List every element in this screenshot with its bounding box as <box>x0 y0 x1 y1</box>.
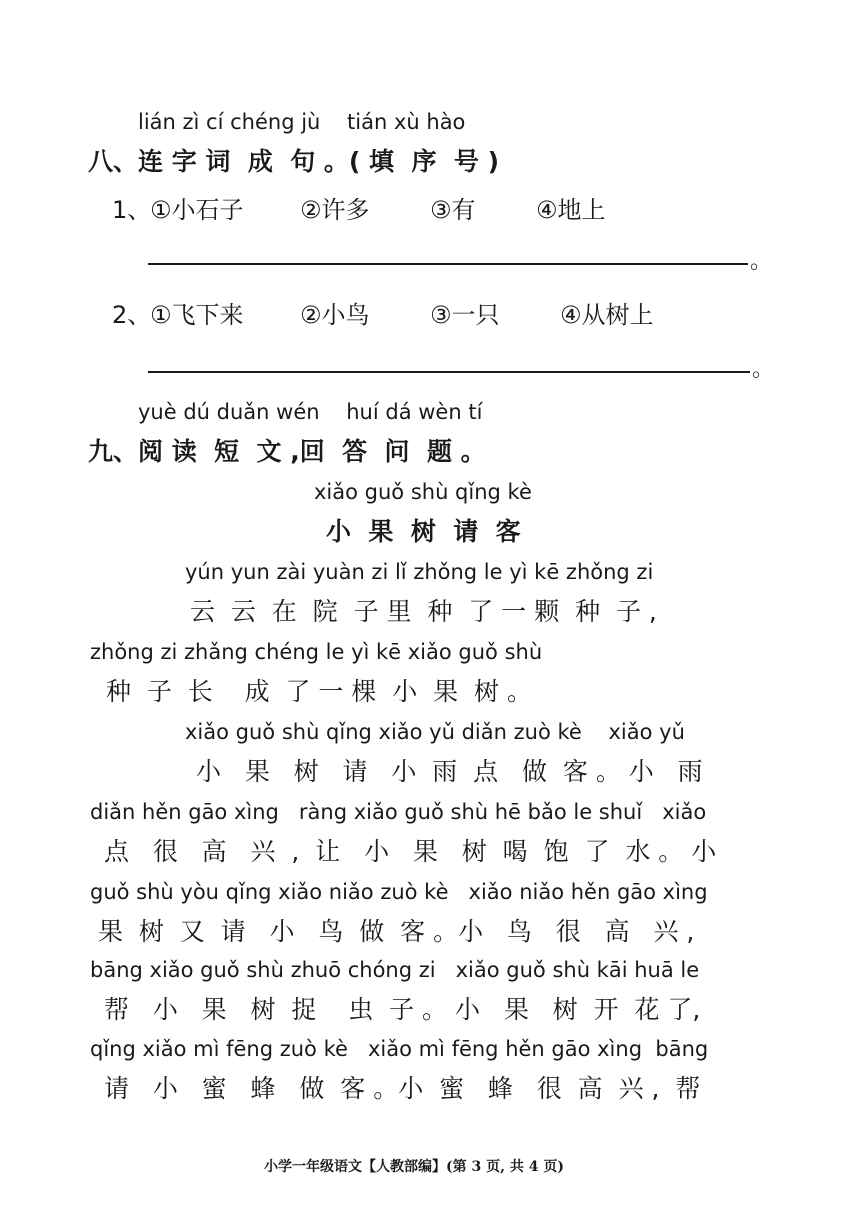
story-line-6-pinyin: bāng xiǎo guǒ shù zhuō chóng zi xiǎo guǒ shù kāi huā le <box>90 958 700 982</box>
q2-option-2: ②小鸟 <box>300 301 370 329</box>
q1-answer-blank[interactable] <box>148 263 748 265</box>
story-line-3-pinyin: xiǎo guǒ shù qǐng xiǎo yǔ diǎn zuò kè xiǎo yǔ <box>185 720 685 744</box>
section9-title: 九、阅 读 短 文 ,回 答 问 题 。 <box>88 437 486 466</box>
story-line-5-pinyin: guǒ shù yòu qǐng xiǎo niǎo zuò kè xiǎo niǎo hěn gāo xìng <box>90 880 708 904</box>
section9-pinyin: yuè dú duǎn wén huí dá wèn tí <box>138 400 483 424</box>
story-line-5-text: 果 树 又 请 小 鸟 做 客 。小 鸟 很 高 兴 , <box>98 917 695 946</box>
q2-period: 。 <box>752 357 775 382</box>
page-footer: 小学一年级语文【人教部编】(第 3 页, 共 4 页) <box>264 1159 564 1175</box>
story-line-3-text: 小 果 树 请 小 雨 点 做 客 。 小 雨 <box>196 757 703 786</box>
story-line-2-pinyin: zhǒng zi zhǎng chéng le yì kē xiǎo guǒ shù <box>90 640 543 664</box>
q1-option-3: ③有 <box>430 196 476 224</box>
q1-option-2: ②许多 <box>300 196 370 224</box>
story-line-1-text: 云 云 在 院 子 里 种 了 一 颗 种 子 , <box>190 597 657 626</box>
q2-number: 2、 <box>112 301 152 329</box>
q2-option-3: ③一只 <box>430 301 500 329</box>
story-title: 小 果 树 请 客 <box>326 517 521 546</box>
section8-pinyin: lián zì cí chéng jù tián xù hào <box>138 110 466 134</box>
q1-option-4: ④地上 <box>536 196 606 224</box>
story-line-4-text: 点 很 高 兴 , 让 小 果 树 喝 饱 了 水 。 小 <box>104 837 717 866</box>
q1-number: 1、 <box>112 196 152 224</box>
story-line-6-text: 帮 小 果 树 捉 虫 子 。 小 果 树 开 花 了, <box>104 995 701 1024</box>
story-line-7-pinyin: qǐng xiǎo mì fēng zuò kè xiǎo mì fēng hěn gāo xìng bāng <box>90 1037 709 1061</box>
q2-option-4: ④从树上 <box>560 301 654 329</box>
section8-title: 八、连 字 词 成 句 。( 填 序 号 ) <box>88 147 499 176</box>
story-line-4-pinyin: diǎn hěn gāo xìng ràng xiǎo guǒ shù hē bǎo le shuǐ xiǎo <box>90 800 707 824</box>
story-line-2-text: 种 子 长 成 了 一 棵 小 果 树 。 <box>106 677 532 706</box>
q1-option-1: ①小石子 <box>150 196 244 224</box>
q1-period: 。 <box>750 249 773 274</box>
q2-answer-blank[interactable] <box>148 371 750 373</box>
story-title-pinyin: xiǎo guǒ shù qǐng kè <box>314 480 532 504</box>
story-line-7-text: 请 小 蜜 蜂 做 客 。小 蜜 蜂 很 高 兴 , 帮 <box>104 1074 701 1103</box>
story-line-1-pinyin: yún yun zài yuàn zi lǐ zhǒng le yì kē zhǒng zi <box>185 560 654 584</box>
q2-option-1: ①飞下来 <box>150 301 244 329</box>
